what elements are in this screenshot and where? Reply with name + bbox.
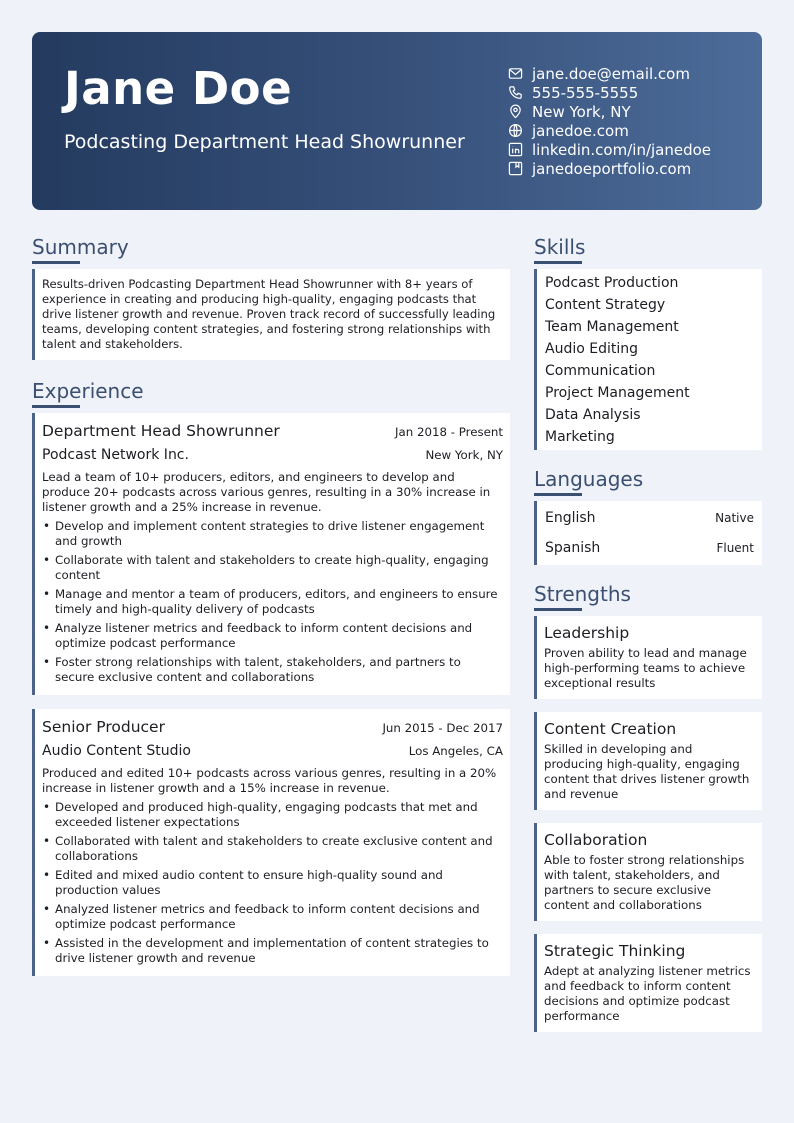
contact-portfolio[interactable] — [508, 159, 711, 178]
phone-text: 555-555-5555 — [532, 83, 639, 102]
skill-item: Data Analysis — [545, 407, 641, 423]
section-heading: Summary — [32, 235, 129, 259]
summary-card — [32, 269, 510, 360]
strength-card — [534, 934, 762, 1032]
strength-title: Content Creation — [544, 720, 677, 738]
languages-card — [534, 501, 762, 565]
job-bullets — [42, 800, 503, 966]
section-underline — [534, 261, 582, 264]
list-item: • Manage and mentor a team of producers, editors, and engineers to ensure timely and high-quality delivery of podcasts — [42, 587, 503, 617]
strength-title: Collaboration — [544, 831, 648, 849]
strength-card — [534, 712, 762, 810]
language-row — [545, 503, 754, 533]
contact-list — [508, 64, 711, 178]
strength-card — [534, 823, 762, 921]
skill-item: Content Strategy — [545, 297, 666, 313]
section-underline — [32, 261, 80, 264]
list-item: • Foster strong relationships with talent, stakeholders, and partners to secure exclusive content and collaborations — [42, 655, 503, 685]
job-date: Jun 2015 - Dec 2017 — [382, 721, 503, 735]
strength-description: Able to foster strong relationships with talent, stakeholders, and partners to secure exclusive content and collaborations — [544, 853, 745, 912]
strength-card — [534, 616, 762, 699]
website-text: janedoe.com — [532, 121, 629, 140]
globe-icon — [508, 123, 523, 138]
skills-card — [534, 269, 762, 450]
languages-section — [534, 466, 762, 565]
list-item: • Collaborate with talent and stakeholders to create high-quality, engaging content — [42, 553, 503, 583]
list-item: • Developed and produced high-quality, engaging podcasts that met and exceeded listener expectations — [42, 800, 503, 830]
job-title: Department Head Showrunner — [42, 422, 280, 440]
skill-item: Communication — [545, 363, 656, 379]
list-item: • Analyzed listener metrics and feedback to inform content decisions and optimize podcast performance — [42, 902, 503, 932]
contact-location — [508, 102, 711, 121]
job-entry — [32, 709, 510, 976]
header-banner — [32, 32, 762, 210]
skill-item: Project Management — [545, 385, 690, 401]
job-date: Jan 2018 - Present — [395, 425, 503, 439]
skill-item: Podcast Production — [545, 275, 679, 291]
job-title: Senior Producer — [42, 718, 165, 736]
contact-email[interactable] — [508, 64, 711, 83]
section-heading: Experience — [32, 379, 144, 403]
job-description: Produced and edited 10+ podcasts across various genres, resulting in a 20% increase in listener growth and a 15% increase in revenue. — [42, 766, 497, 795]
job-entry — [32, 413, 510, 695]
strength-title: Leadership — [544, 624, 630, 642]
section-heading: Languages — [534, 467, 644, 491]
list-item: • Analyze listener metrics and feedback to inform content decisions and optimize podcast performance — [42, 621, 503, 651]
email-text: jane.doe@email.com — [532, 64, 690, 83]
section-heading: Strengths — [534, 582, 631, 606]
contact-website[interactable] — [508, 121, 711, 140]
location-text: New York, NY — [532, 102, 631, 121]
portfolio-icon — [508, 161, 523, 176]
list-item: • Assisted in the development and implementation of content strategies to drive listener growth and revenue — [42, 936, 503, 966]
list-item: • Collaborated with talent and stakeholders to create exclusive content and collaborations — [42, 834, 503, 864]
contact-phone[interactable] — [508, 83, 711, 102]
job-bullets — [42, 519, 503, 685]
job-location: Los Angeles, CA — [408, 744, 503, 758]
strength-title: Strategic Thinking — [544, 942, 686, 960]
language-level: Fluent — [716, 541, 754, 555]
candidate-name: Jane Doe — [64, 62, 293, 115]
envelope-icon — [508, 66, 523, 81]
section-heading: Skills — [534, 235, 586, 259]
job-description: Lead a team of 10+ producers, editors, and engineers to develop and produce 20+ podcasts across various genres, resulting in a 30% increase in listener growth and a 25% increase in revenue. — [42, 470, 491, 514]
strength-description: Proven ability to lead and manage high-performing teams to achieve exceptional results — [544, 646, 747, 690]
job-location: New York, NY — [425, 448, 503, 462]
candidate-title: Podcasting Department Head Showrunner — [64, 131, 465, 153]
skill-item: Audio Editing — [545, 341, 639, 357]
phone-icon — [508, 85, 523, 100]
summary-section — [32, 234, 510, 360]
linkedin-text: linkedin.com/in/janedoe — [532, 140, 712, 159]
list-item: • Edited and mixed audio content to ensure high-quality sound and production values — [42, 868, 503, 898]
strengths-section — [534, 581, 762, 1032]
skill-item: Team Management — [545, 319, 679, 335]
strength-description: Skilled in developing and producing high-quality, engaging content that drives listener growth and revenue — [544, 742, 750, 801]
language-row — [545, 533, 754, 563]
left-column — [32, 234, 510, 990]
skills-section — [534, 234, 762, 450]
right-column — [534, 234, 762, 1045]
language-name: English — [545, 510, 596, 526]
skill-item: Marketing — [545, 429, 615, 445]
job-company: Audio Content Studio — [42, 743, 191, 759]
experience-section — [32, 378, 510, 976]
portfolio-text: janedoeportfolio.com — [532, 159, 692, 178]
language-name: Spanish — [545, 540, 601, 556]
strength-description: Adept at analyzing listener metrics and feedback to inform content decisions and optimize podcast performance — [544, 964, 751, 1023]
summary-text: Results-driven Podcasting Department Head Showrunner with 8+ years of experience in creating and producing high-quality, engaging podcasts that drive listener growth and revenue. Proven track record of successfully leading teams, developing content strategies, and fostering strong relationships with talent and stakeholders. — [42, 277, 496, 351]
section-underline — [534, 493, 582, 496]
list-item: • Develop and implement content strategies to drive listener engagement and growth — [42, 519, 503, 549]
linkedin-icon — [508, 142, 523, 157]
section-underline — [32, 405, 80, 408]
job-company: Podcast Network Inc. — [42, 447, 189, 463]
language-level: Native — [715, 511, 754, 525]
location-pin-icon — [508, 104, 523, 119]
contact-linkedin[interactable] — [508, 140, 711, 159]
section-underline — [534, 608, 582, 611]
